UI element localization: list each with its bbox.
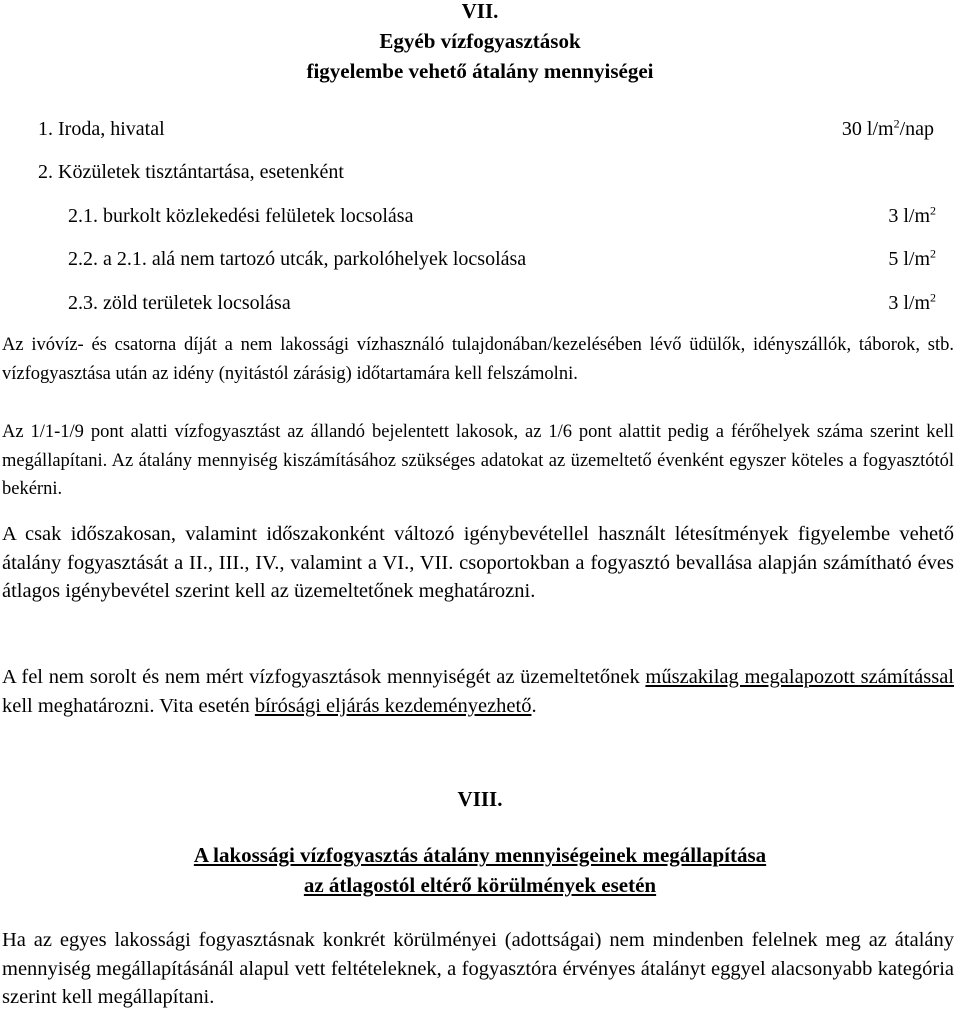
item-quantity: 30 $l/m^2$/nap (841, 116, 934, 140)
item-label: 2.1. burkolt közlekedési felületek locsolása (68, 205, 414, 227)
paragraph-holiday-facilities: Az ivóvíz- és csatorna díját a nem lakossági vízhasználó tulajdonában/kezelésében lévő üdülők, idényszállók, táborok, stb. vízfogyasztása után az idény (nyitástól zárásig) időtartamára kell felszámolni. (2, 335, 954, 384)
item-office (38, 117, 934, 141)
section-8-title-line2: az átlagostól eltérő körülmények esetén (303, 873, 657, 897)
section-8-number: VIII. (457, 787, 503, 811)
section-8-header (0, 784, 960, 900)
item-public-cleaning (38, 160, 934, 184)
section-7-title-line1: Egyéb vízfogyasztások (379, 29, 581, 53)
section-7-title-line2: figyelembe vehető átalány mennyiségei (306, 59, 654, 83)
item-label: 1. Iroda, hivatal (38, 118, 165, 140)
item-streets-parking (68, 247, 936, 271)
item-label: 2.2. a 2.1. alá nem tartozó utcák, parkolóhelyek locsolása (68, 248, 527, 270)
paragraph-unlisted-consumption: A fel nem sorolt és nem mért vízfogyasztások mennyiségét az üzemeltetőnek műszakilag megalapozott számítással kell meghatározni. Vita esetén bírósági eljárás kezdeményezhető. (2, 666, 954, 717)
paragraph-residents: Az 1/1-1/9 pont alatti vízfogyasztást az állandó bejelentett lakosok, az 1/6 pont alattit pedig a férőhelyek száma szerint kell megállapítani. Az átalány mennyiség kiszámításához szükséges adatokat az üzemeltető évenként egyszer köteles a fogyasztótól bekérni. (2, 422, 954, 499)
item-quantity: 3 $l/m^2$ (888, 203, 936, 227)
item-green-areas (68, 291, 936, 315)
section-8-title-line1: A lakossági vízfogyasztás átalány mennyiségeinek megállapítása (193, 843, 767, 867)
item-quantity: 3 $l/m^2$ (888, 290, 936, 314)
paragraph-periodic-use: A csak időszakosan, valamint időszakonként változó igénybevétellel használt létesítmények figyelembe vehető átalány fogyasztását a II., III., IV., valamint a VI., VII. csoportokban a fogyasztó bevallása alapján számítható éves átlagos igénybevétel szerint kell az üzemeltetőnek meghatározni. (2, 523, 954, 602)
item-quantity: 5 $l/m^2$ (888, 246, 936, 270)
item-paved-surfaces (68, 204, 936, 228)
paragraph-lower-category: Ha az egyes lakossági fogyasztásnak konkrét körülményei (adottságai) nem mindenben felelnek meg az átalány mennyiség megállapításánál alapul vett feltételeknek, a fogyasztóra érvényes átalányt eggyel alacsonyabb kategória szerint kell megállapítani. (2, 929, 954, 1008)
item-label: 2.3. zöld területek locsolása (68, 292, 291, 314)
section-7-number: VII. (461, 0, 499, 23)
item-label: 2. Közületek tisztántartása, esetenként (38, 161, 344, 183)
section-7-header (0, 0, 960, 86)
